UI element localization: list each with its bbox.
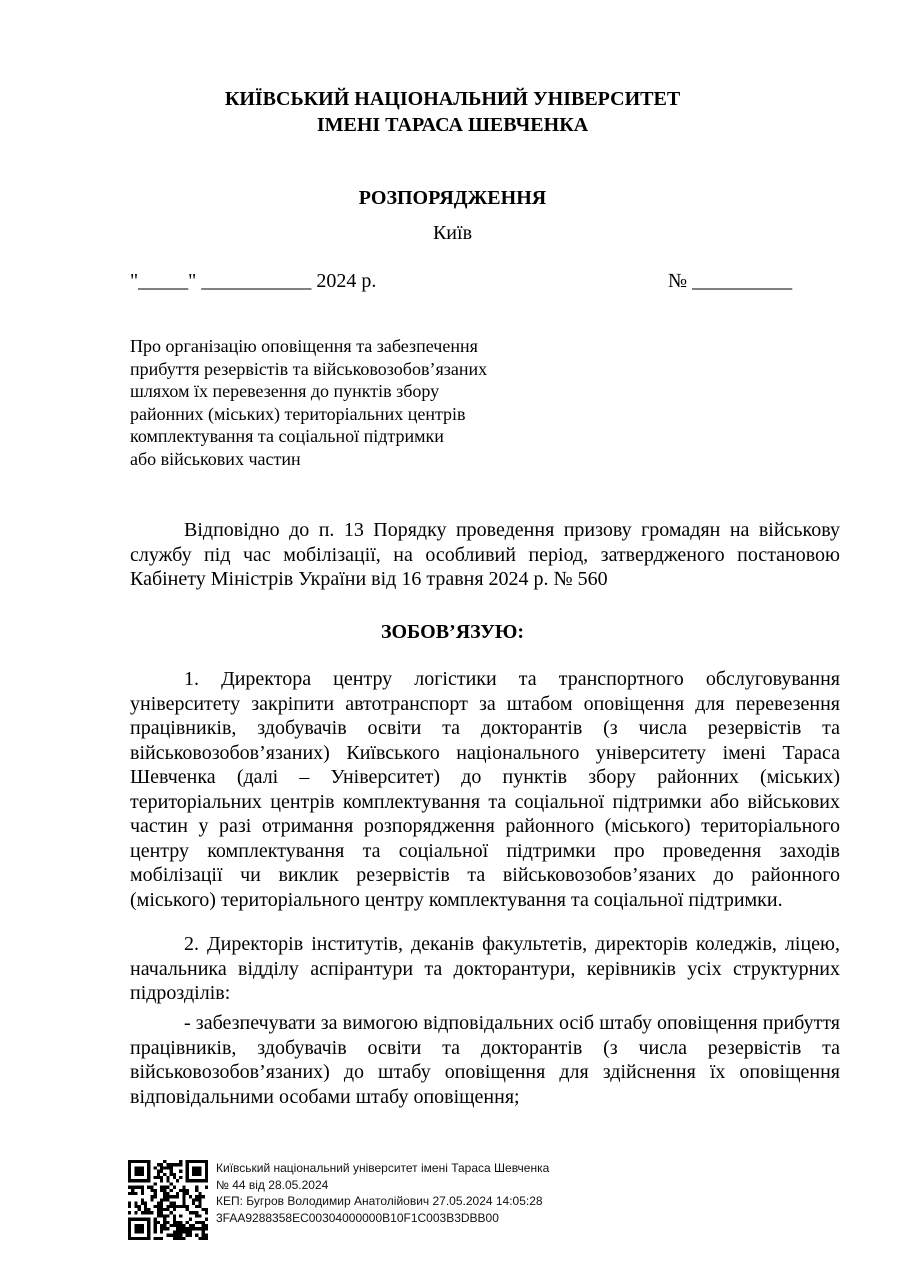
university-name-line2: ІМЕНІ ТАРАСА ШЕВЧЕНКА xyxy=(316,114,589,136)
subject-line: районних (міських) територіальних центрів xyxy=(130,403,466,424)
signature-org: Київський національний університет імені Тараса Шевченка xyxy=(216,1161,550,1175)
signature-details xyxy=(216,1160,549,1226)
signature-signer: КЕП: Бугров Володимир Анатолійович 27.05.2024 14:05:28 xyxy=(216,1194,543,1208)
subject-line: шляхом їх перевезення до пунктів збору xyxy=(130,381,440,401)
university-name xyxy=(0,86,905,138)
order-item-2: 2. Директорів інститутів, деканів факультетів, директорів коледжів, ліцею, начальника відділу аспірантури та докторантури, керівників усіх структурних підрозділів: xyxy=(130,933,840,1004)
subject-line: прибуття резервістів та військовозобов’язаних xyxy=(130,358,488,379)
subject-line: або військових частин xyxy=(130,448,301,469)
order-item-1: 1. Директора центру логістики та транспортного обслуговування університету закріпити автотранспорт за штабом оповіщення для перевезення працівників, здобувачів освіти та докторантів (з числа резервістів та військовозобов’язаних) Київського національного університету імені Тараса Шевченка (далі – Університет) до пунктів збору районних (міських) територіальних центрів комплектування та соціальної підтримки або військових частин у разі отримання розпорядження районного (міського) територіального центру комплектування та соціальної підтримки про проведення заходів мобілізації чи виклик резервістів та військовозобов’язаних до районного (міського) територіального центру комплектування та соціальної підтримки. xyxy=(130,668,840,911)
subject-block xyxy=(130,335,550,470)
preamble-paragraph: Відповідно до п. 13 Порядку проведення призову громадян на військову службу під час мобілізації, на особливий період, затвердженого постановою Кабінету Міністрів України від 16 травня 2024 р. № 560 xyxy=(130,519,840,590)
signature-hash: 3FAA9288358EC00304000000B10F1C003B3DBB00 xyxy=(216,1210,499,1225)
date-field: "_____" ___________ 2024 р. xyxy=(130,270,377,292)
order-item-2-bullet: - забезпечувати за вимогою відповідальних осіб штабу оповіщення прибуття працівників, здобувачів освіти та докторантів (з числа резервістів та військовозобов’язаних) до штабу оповіщення для здійснення їх оповіщення відповідальними особами штабу оповіщення; xyxy=(130,1012,840,1108)
document-type-title: РОЗПОРЯДЖЕННЯ xyxy=(358,187,547,209)
subject-line: комплектування та соціальної підтримки xyxy=(130,426,444,446)
order-heading: ЗОБОВ’ЯЗУЮ: xyxy=(380,621,525,643)
document-number-field: № __________ xyxy=(668,270,793,292)
university-name-line1: КИЇВСЬКИЙ НАЦІОНАЛЬНИЙ УНІВЕРСИТЕТ xyxy=(224,88,681,110)
qr-code-icon xyxy=(128,1160,208,1240)
signature-reg-number: № 44 від 28.05.2024 xyxy=(216,1177,329,1192)
city: Київ xyxy=(432,222,473,244)
subject-line: Про організацію оповіщення та забезпечення xyxy=(130,336,478,356)
electronic-signature-stamp xyxy=(128,1160,588,1242)
